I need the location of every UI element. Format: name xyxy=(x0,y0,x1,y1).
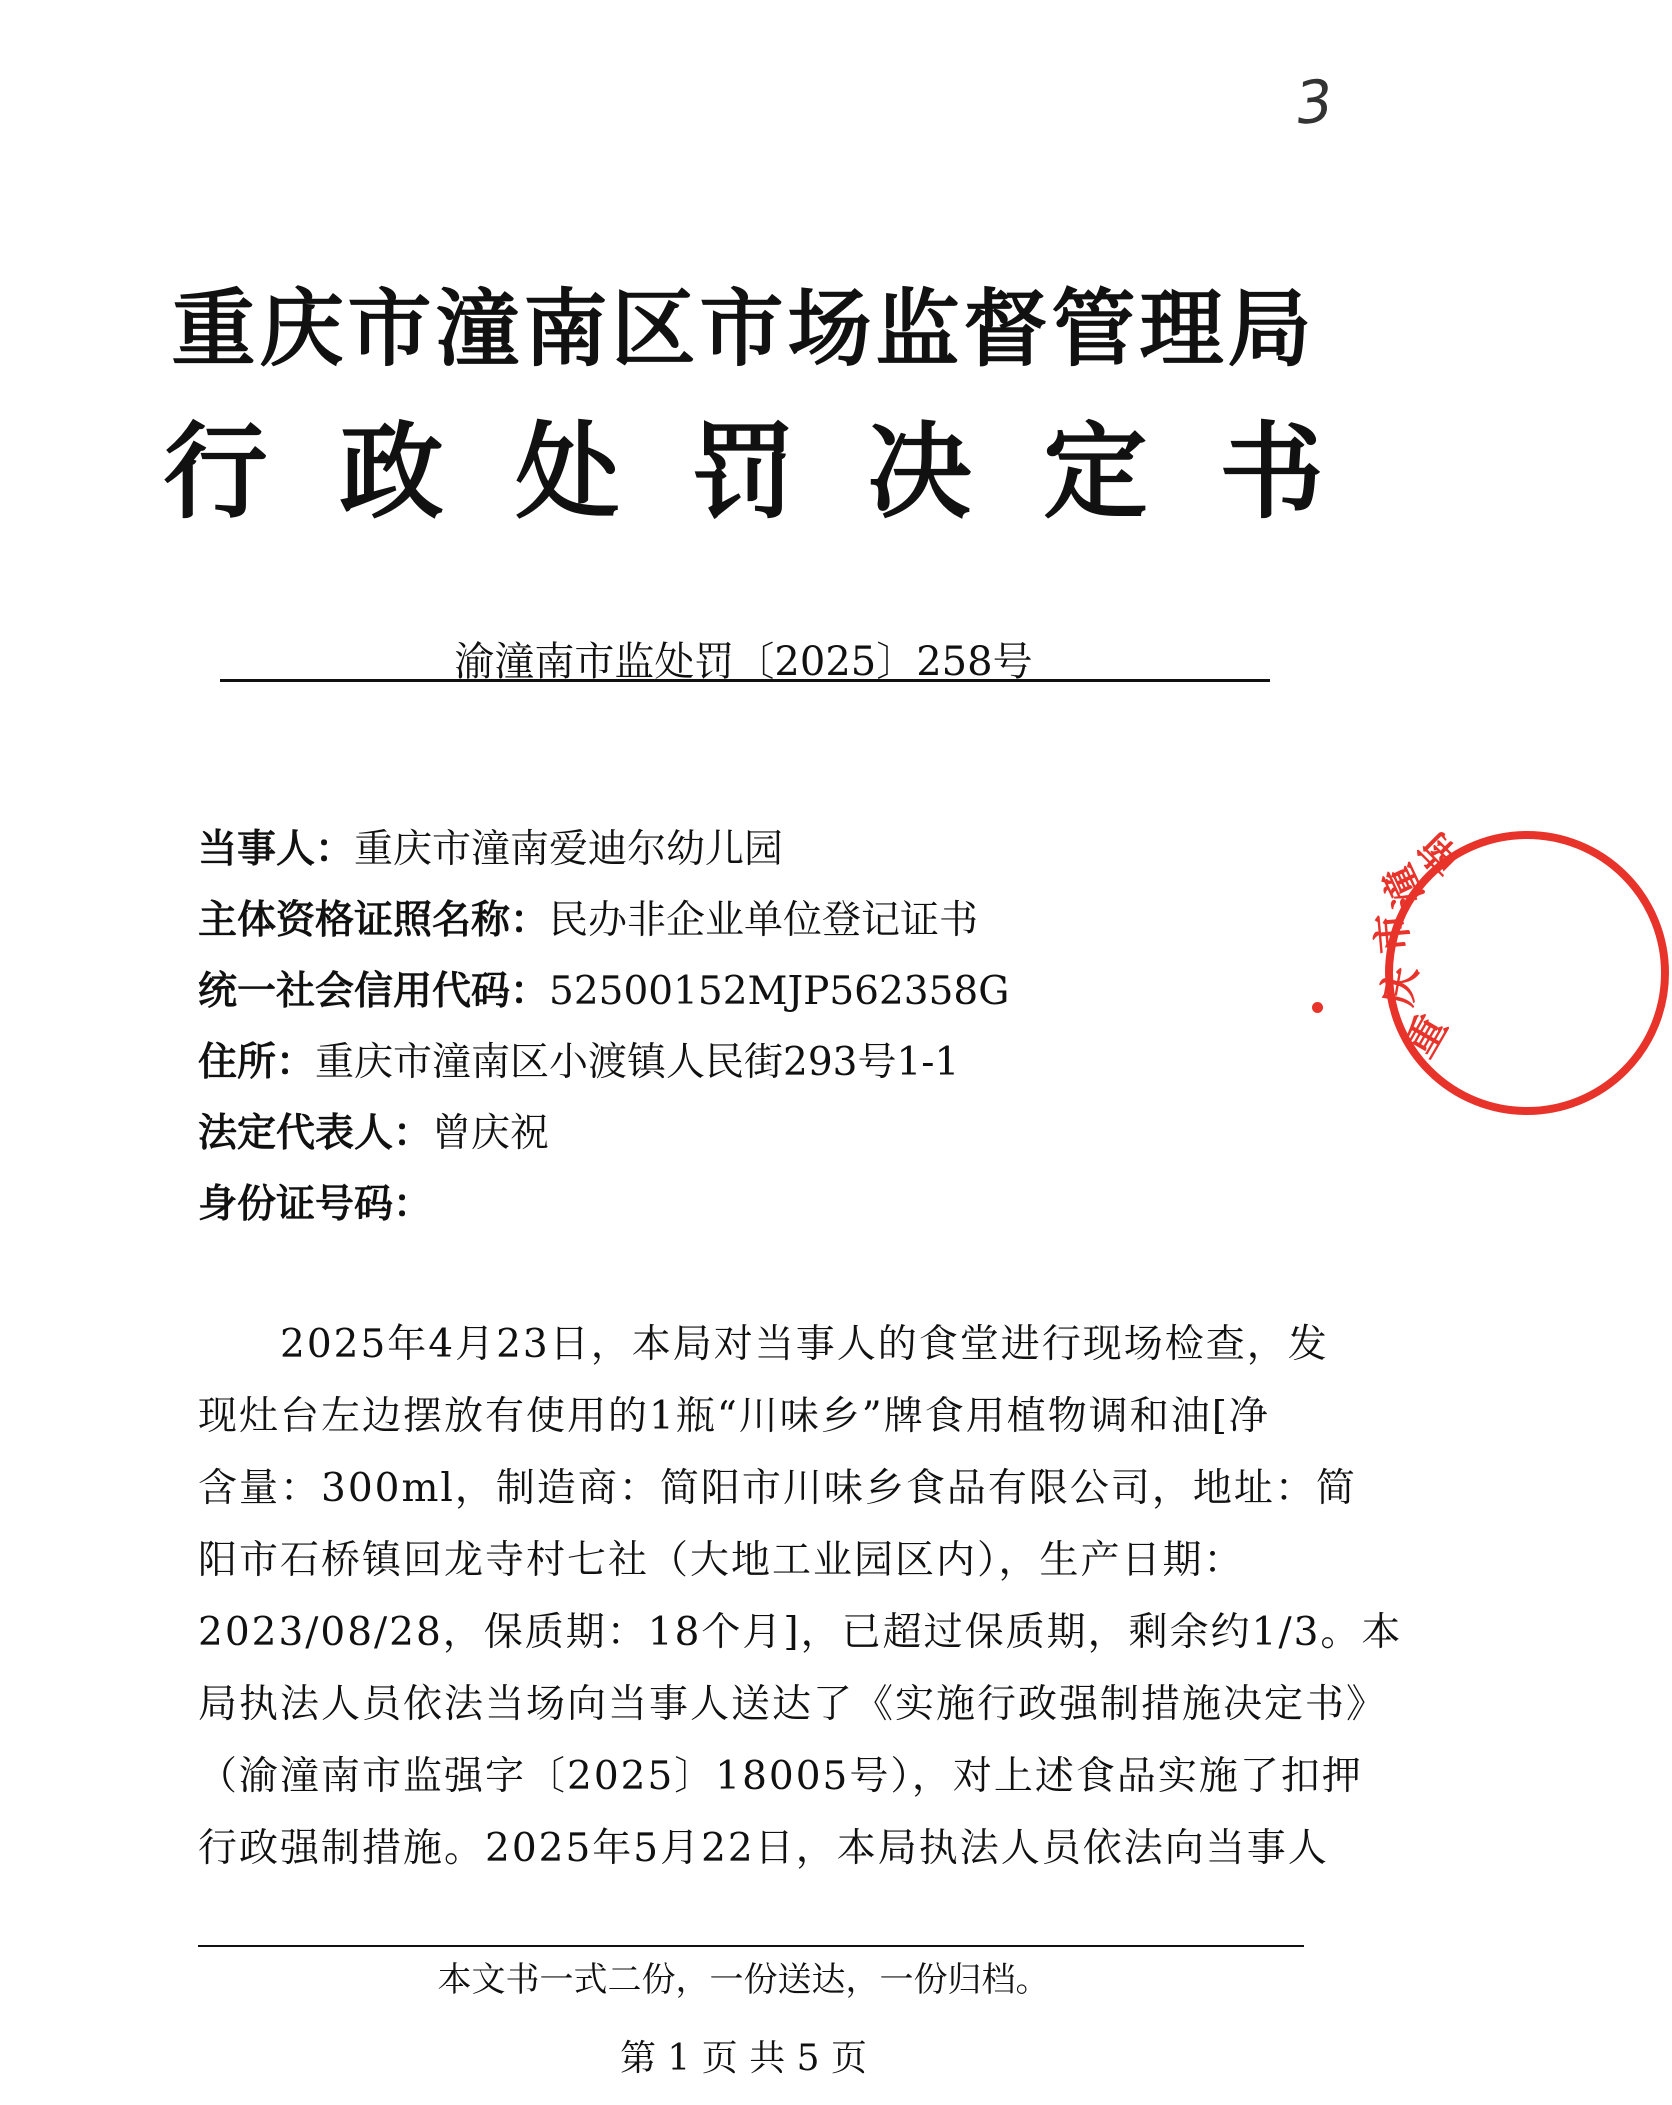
svg-text:庆: 庆 xyxy=(1374,962,1427,1010)
copies-note: 本文书一式二份，一份送达，一份归档。 xyxy=(437,1960,1050,2000)
credit-code-label: 统一社会信用代码： xyxy=(198,969,550,1014)
body-line: 行政强制措施。2025年5月22日，本局执法人员依法向当事人 xyxy=(198,1826,1329,1871)
official-seal-icon xyxy=(1368,822,1672,1118)
legal-rep-label: 法定代表人： xyxy=(198,1111,433,1156)
certificate-label: 主体资格证照名称： xyxy=(198,898,550,943)
page-indicator: 第 1 页 共 5 页 xyxy=(619,2038,868,2079)
body-line: 阳市石桥镇回龙寺村七社（大地工业园区内），生产日期： xyxy=(198,1538,1245,1583)
svg-text:重: 重 xyxy=(1396,1007,1457,1065)
svg-text:南: 南 xyxy=(1410,822,1472,884)
handwritten-page-number: 3 xyxy=(1292,66,1337,138)
id-number-row xyxy=(198,1173,432,1229)
address-row xyxy=(198,1031,959,1087)
body-line: 含量：300ml，制造商：简阳市川味乡食品有限公司，地址：简 xyxy=(198,1466,1357,1511)
body-line: 2023/08/28，保质期：18个月]，已超过保质期，剩余约1/3。本 xyxy=(198,1610,1403,1655)
legal-rep-value: 曾庆祝 xyxy=(432,1111,550,1156)
footer-divider xyxy=(198,1945,1304,1947)
credit-code-value: 52500152MJP562358G xyxy=(549,969,1010,1014)
party-value: 重庆市潼南爱迪尔幼儿园 xyxy=(354,827,784,872)
body-line: 现灶台左边摆放有使用的1瓶“川味乡”牌食用植物调和油[净 xyxy=(198,1394,1270,1439)
certificate-value: 民办非企业单位登记证书 xyxy=(549,898,979,943)
party-row xyxy=(198,818,783,874)
party-label: 当事人： xyxy=(198,827,355,872)
address-value: 重庆市潼南区小渡镇人民街293号1-1 xyxy=(315,1040,960,1085)
header-divider xyxy=(220,679,1270,682)
body-line: 2025年4月23日，本局对当事人的食堂进行现场检查，发 xyxy=(198,1322,1329,1367)
body-line: 局执法人员依法当场向当事人送达了《实施行政强制措施决定书》 xyxy=(198,1682,1388,1727)
svg-text:潼: 潼 xyxy=(1374,857,1434,914)
address-label: 住所： xyxy=(198,1040,316,1085)
certificate-row xyxy=(198,889,978,945)
seal-ink-dot xyxy=(1312,1002,1323,1013)
agency-title: 重庆市潼南区市场监督管理局 xyxy=(171,280,1316,378)
body-line: （渝潼南市监强字〔2025〕18005号），对上述食品实施了扣押 xyxy=(198,1754,1363,1799)
credit-code-row xyxy=(198,960,1009,1016)
id-number-label: 身份证号码： xyxy=(198,1182,433,1227)
svg-text:市: 市 xyxy=(1368,911,1418,956)
legal-rep-row xyxy=(198,1102,549,1158)
document-title: 行政处罚决定书 xyxy=(163,411,1396,533)
document-number: 渝潼南市监处罚〔2025〕258号 xyxy=(454,639,1033,685)
